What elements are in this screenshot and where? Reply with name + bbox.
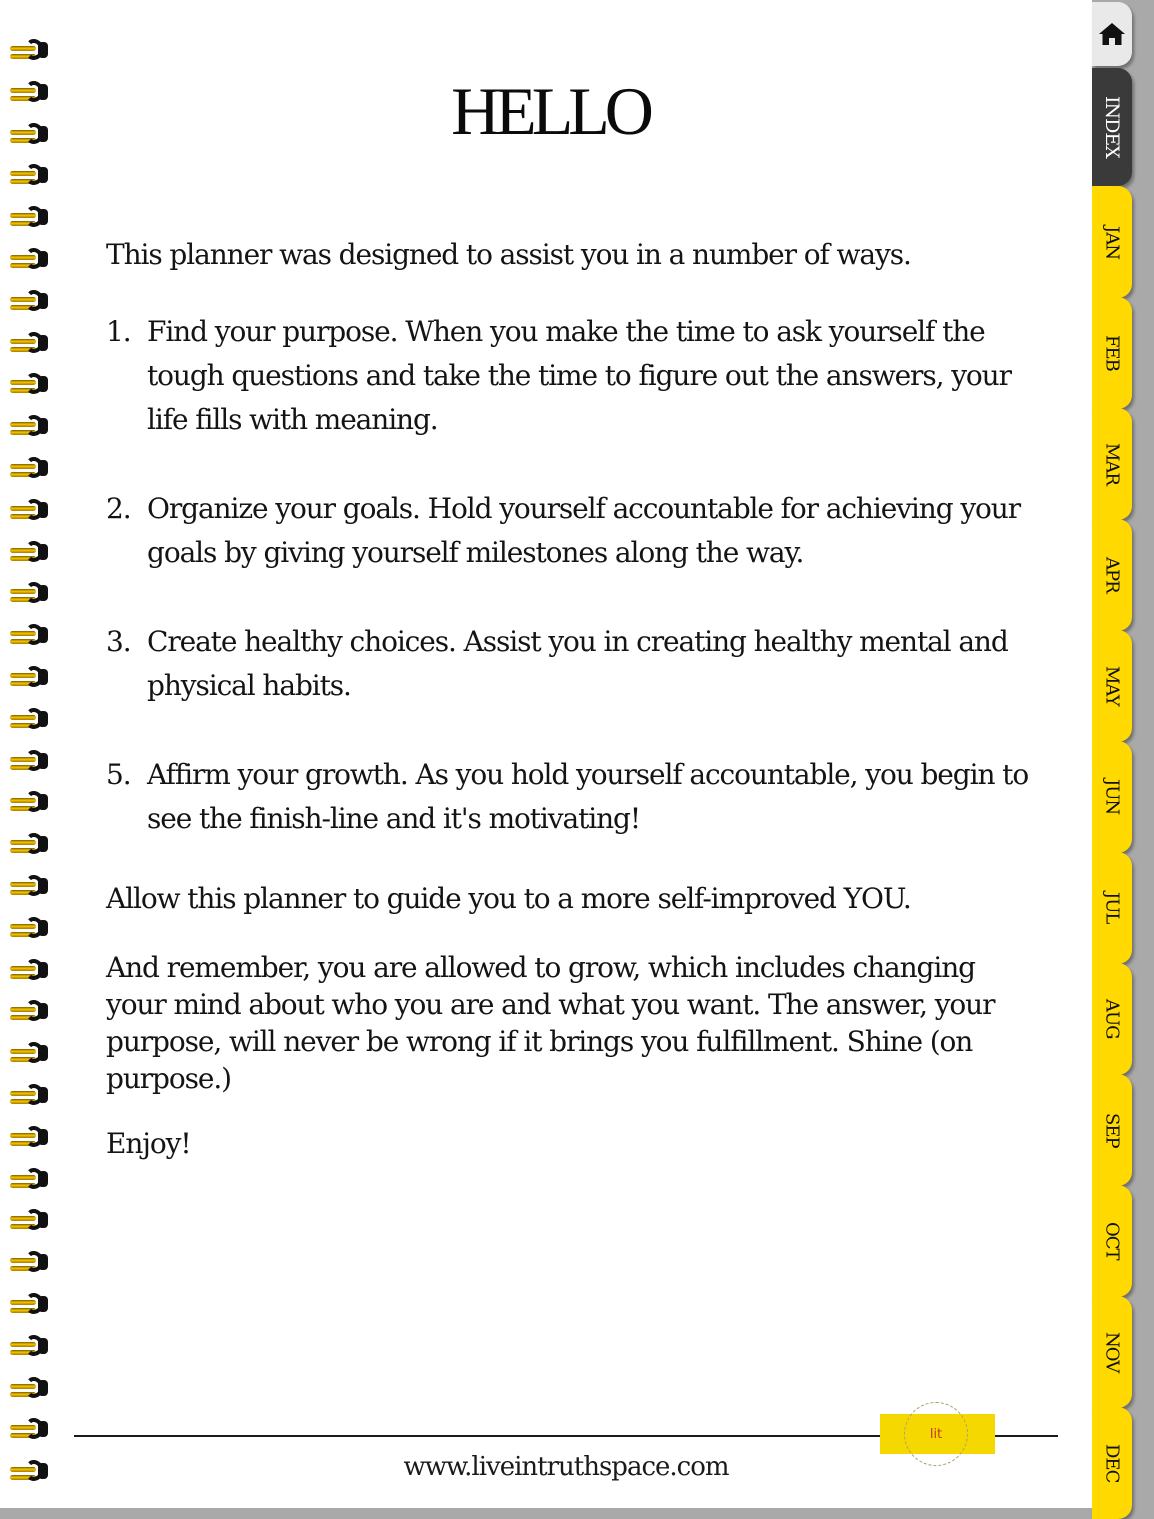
spiral-ring [10,1167,52,1193]
page-content [106,230,1036,1166]
tab-label: NOV [1101,1331,1123,1373]
tab-label: OCT [1101,1222,1123,1260]
spiral-ring [10,749,52,775]
tab-sep[interactable] [1092,1074,1132,1186]
spiral-ring [10,498,52,524]
spiral-ring [10,540,52,566]
tab-apr[interactable] [1092,519,1132,631]
home-icon [1098,21,1126,47]
list-item [106,753,1036,841]
remember-text: And remember, you are allowed to grow, which includes changing your mind about who you are and what you want. The answer, your purpose, will never be wrong if it brings you fulfillment. Shine (on purpose.) [106,951,995,1095]
spiral-ring [10,163,52,189]
intro-text: This planner was designed to assist you in a number of ways. [106,238,911,271]
spiral-ring [10,1250,52,1276]
spiral-ring [10,958,52,984]
tab-label: JUN [1101,779,1123,815]
spiral-ring [10,414,52,440]
page-title: HELLO [451,73,649,149]
spiral-ring [10,1292,52,1318]
spiral-ring [10,623,52,649]
tab-mar[interactable] [1092,408,1132,520]
list-item [106,487,1036,575]
closing-text: Allow this planner to guide you to a more self-improved YOU. [106,882,911,915]
spiral-ring [10,372,52,398]
spiral-ring [10,1125,52,1151]
spiral-ring [10,1208,52,1234]
tab-oct[interactable] [1092,1185,1132,1297]
signoff-text: Enjoy! [106,1127,191,1160]
list-text: Affirm your growth. As you hold yourself accountable, you begin to see the finish-line and it's motivating! [147,758,1029,835]
spiral-ring [10,1417,52,1443]
list-number: 1. [106,315,131,348]
tab-nov[interactable] [1092,1296,1132,1408]
tab-label: MAR [1101,443,1123,485]
month-tabs [1092,0,1154,1516]
spiral-binding [0,0,60,1508]
tab-dec[interactable] [1092,1407,1132,1519]
list-item [106,310,1036,442]
spiral-ring [10,832,52,858]
spiral-ring [10,1376,52,1402]
spiral-ring [10,38,52,64]
tab-label: SEP [1101,1112,1123,1148]
tab-feb[interactable] [1092,297,1132,409]
tab-label: APR [1101,557,1123,593]
tab-index[interactable] [1092,68,1132,186]
tab-index-label: INDEX [1101,96,1123,158]
spiral-ring [10,205,52,231]
spiral-ring [10,665,52,691]
spiral-ring [10,707,52,733]
spiral-ring [10,247,52,273]
tab-jul[interactable] [1092,852,1132,964]
list-item [106,620,1036,708]
tab-label: AUG [1101,999,1123,1039]
spiral-ring [10,581,52,607]
list-number: 2. [106,492,131,525]
spiral-ring [10,790,52,816]
spiral-ring [10,1334,52,1360]
tab-may[interactable] [1092,630,1132,742]
tab-label: JUL [1101,892,1123,924]
spiral-ring [10,289,52,315]
logo-text: lit [929,1426,943,1442]
list-text: Find your purpose. When you make the time to ask yourself the tough questions and take the time to figure out the answers, your life fills with meaning. [147,315,1011,436]
spiral-ring [10,331,52,357]
tab-jun[interactable] [1092,741,1132,853]
spiral-ring [10,456,52,482]
spiral-ring [10,1041,52,1067]
spiral-ring [10,999,52,1025]
tab-home[interactable] [1092,2,1132,66]
tab-jan[interactable] [1092,186,1132,298]
tab-aug[interactable] [1092,963,1132,1075]
spiral-ring [10,874,52,900]
tab-label: MAY [1101,666,1123,706]
spiral-ring [10,1083,52,1109]
footer-logo [880,1414,995,1454]
spiral-ring [10,916,52,942]
list-number: 3. [106,625,131,658]
tab-label: JAN [1101,225,1123,259]
list-text: Create healthy choices. Assist you in creating healthy mental and physical habits. [147,625,1008,702]
footer-url[interactable]: www.liveintruthspace.com [403,1452,729,1482]
list-text: Organize your goals. Hold yourself accountable for achieving your goals by giving yourself milestones along the way. [147,492,1021,569]
tab-label: FEB [1101,335,1123,371]
tab-label: DEC [1101,1443,1123,1483]
list-number: 5. [106,758,131,791]
